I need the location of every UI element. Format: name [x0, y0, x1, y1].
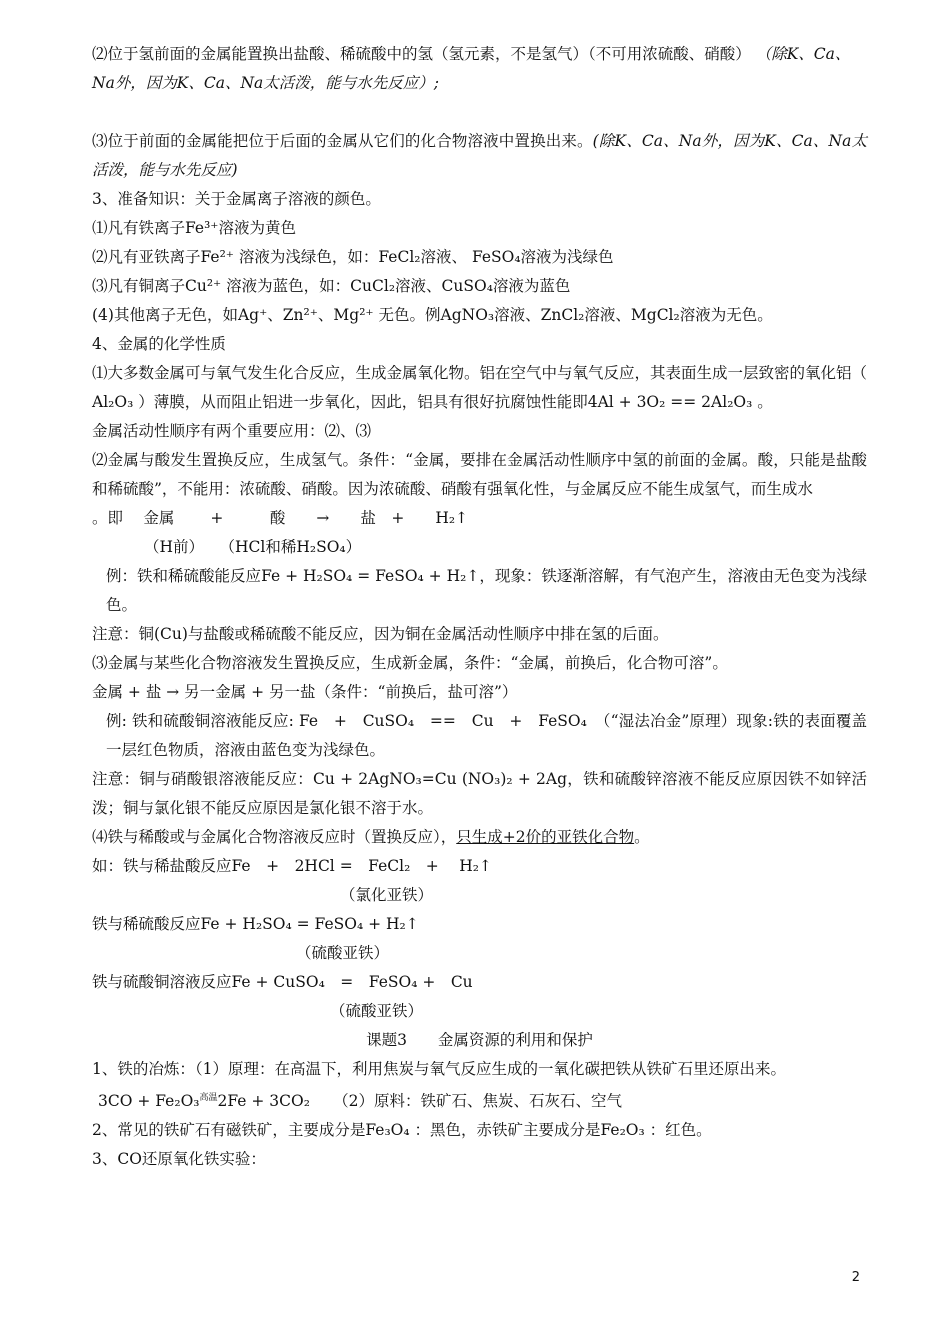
text-line: 金属活动性顺序有两个重要应用：⑵、⑶: [92, 422, 372, 440]
heading-prep: 3、准备知识：关于金属离子溶液的颜色。: [92, 190, 381, 208]
heading-chem-props: 4、金属的化学性质: [92, 335, 226, 353]
text-line: ⑶金属与某些化合物溶液发生置换反应，生成新金属，条件：“金属，前换后，化合物可溶”。: [92, 654, 728, 672]
text-line: ⑵凡有亚铁离子Fe²⁺ 溶液为浅绿色，如：FeCl₂溶液、 FeSO₄溶液为浅绿色: [92, 248, 614, 266]
text-span: ⑷铁与稀酸或与金属化合物溶液反应时（置换反应），: [92, 828, 457, 846]
page-number: 2: [851, 1270, 860, 1285]
text-paragraph: ⑵金属与酸发生置换反应，生成氢气。条件：“金属，要排在金属活动性顺序中氢的前面的金属。酸，只能是盐酸和稀硫酸”，不能用：浓硫酸、硝酸。因为浓硫酸、硝酸有强氧化性，与金属反应不能生成氢气，而生成水: [92, 451, 867, 498]
note-line: 注意：铜(Cu)与盐酸或稀硫酸不能反应，因为铜在金属活动性顺序中排在氢的后面。: [92, 625, 669, 643]
equation-note: （H前） （HCl和稀H₂SO₄）: [144, 538, 362, 556]
text-line: (4)其他离子无色，如Ag⁺、Zn²⁺、Mg²⁺ 无色。例AgNO₃溶液、ZnCl₂溶液、MgCl₂溶液为无色。: [92, 306, 773, 324]
equation-line: 铁与稀硫酸反应Fe + H₂SO₄ = FeSO₄ + H₂↑: [92, 915, 419, 933]
reaction-condition: 高温: [199, 1093, 218, 1103]
equation-line: 如：铁与稀盐酸反应Fe + 2HCl = FeCl₂ + H₂↑: [92, 857, 492, 875]
text-line: [92, 823, 867, 852]
text-span: 3CO + Fe₂O₃: [98, 1092, 200, 1110]
note-paragraph: 注意：铜与硝酸银溶液能反应：Cu + 2AgNO₃=Cu (NO₃)₂ + 2Ag，铁和硫酸锌溶液不能反应原因铁不如锌活泼；铜与氯化银不能反应原因是氯化银不溶于水。: [92, 770, 867, 817]
text-paragraph: ⑴大多数金属可与氧气发生化合反应，生成金属氧化物。铝在空气中与氧气反应，其表面生成一层致密的氧化铝（ Al₂O₃ ）薄膜，从而阻止铝进一步氧化，因此，铝具有很好抗腐蚀性能即4Al + 3O₂ == 2Al₂O₃ 。: [92, 364, 868, 411]
example-paragraph: 例: 铁和硫酸铜溶液能反应: Fe + CuSO₄ == Cu + FeSO₄ （“湿法冶金”原理）现象:铁的表面覆盖一层红色物质，溶液由蓝色变为浅绿色。: [106, 712, 867, 759]
example-paragraph: 例：铁和稀硫酸能反应Fe + H₂SO₄ = FeSO₄ + H₂↑，现象：铁逐渐溶解，有气泡产生，溶液由无色变为浅绿色。: [106, 567, 867, 614]
text-line: ⑶凡有铜离子Cu²⁺ 溶液为蓝色，如：CuCl₂溶液、CuSO₄溶液为蓝色: [92, 277, 571, 295]
italic-note: (除K、Ca、Na外，因为K、Ca、Na太活泼，能与水先反应): [92, 132, 867, 179]
document-page: [92, 40, 867, 1174]
equation-line: 金属 + 盐 → 另一金属 + 另一盐（条件：“前换后，盐可溶”）: [92, 683, 518, 701]
text-line: 3、CO还原氧化铁实验：: [92, 1150, 266, 1168]
equation-line: 铁与硫酸铜溶液反应Fe + CuSO₄ = FeSO₄ + Cu: [92, 973, 473, 991]
equation-note: （硫酸亚铁）: [330, 1002, 424, 1020]
equation-line: 。即 金属 + 酸 → 盐 + H₂↑: [92, 509, 469, 527]
text-span: 2Fe + 3CO₂ （2）原料：铁矿石、焦炭、石灰石、空气: [217, 1092, 623, 1110]
text-span: 。: [634, 828, 650, 846]
underlined-text: 只生成+2价的亚铁化合物: [456, 828, 635, 846]
text-line: [92, 40, 867, 98]
section-title: 课题3 金属资源的利用和保护: [366, 1031, 593, 1049]
text-line: ⑴凡有铁离子Fe³⁺溶液为黄色: [92, 219, 296, 237]
equation-line: [92, 1084, 867, 1116]
text-span: ⑵位于氢前面的金属能置换出盐酸、稀硫酸中的氢（氢元素，不是氢气）（不可用浓硫酸、硝酸）: [92, 45, 751, 63]
text-line: 1、铁的冶炼：（1）原理：在高温下，利用焦炭与氧气反应生成的一氧化碳把铁从铁矿石里还原出来。: [92, 1060, 786, 1078]
italic-note: （除K、Ca、Na外，因为K、Ca、Na太活泼，能与水先反应）;: [92, 45, 851, 92]
text-line: 2、常见的铁矿石有磁铁矿，主要成分是Fe₃O₄ ：黑色，赤铁矿主要成分是Fe₂O₃ ：红色。: [92, 1121, 712, 1139]
equation-note: （氯化亚铁）: [340, 886, 434, 904]
spacer-line: [92, 98, 867, 127]
text-span: ⑶位于前面的金属能把位于后面的金属从它们的化合物溶液中置换出来。: [92, 132, 593, 150]
equation-note: （硫酸亚铁）: [296, 944, 390, 962]
text-line: [92, 127, 867, 185]
